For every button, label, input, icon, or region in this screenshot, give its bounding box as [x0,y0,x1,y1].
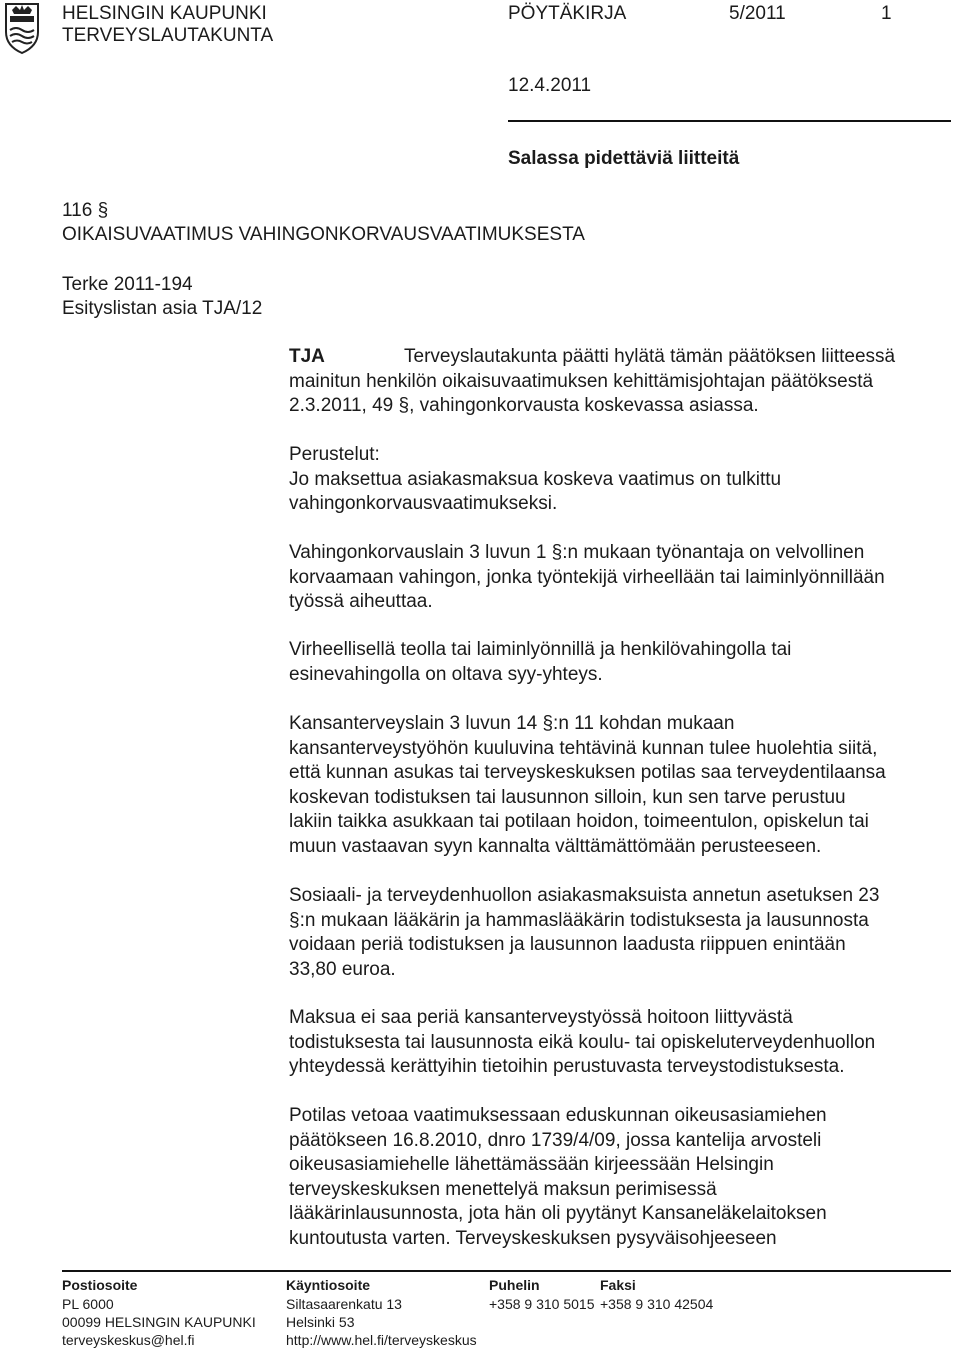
paragraph-fee-exemption [289,1006,949,1080]
paragraph-line: lääkärinlausunnosta, jota hän oli pyytänyt Kansaneläkelaitoksen [289,1203,827,1224]
paragraph-line: Virheellisellä teolla tai laiminlyönnillä ja henkilövahingolla tai [289,639,792,660]
decision-line: Terveyslautakunta päätti hylätä tämän päätöksen liitteessä [404,346,896,367]
paragraph-line: korvaamaan vahingon, jonka työntekijä virheellään tai laiminlyönnillään [289,566,885,588]
org-name: HELSINGIN KAUPUNKI [62,3,267,24]
paragraph-line: esinevahingolla on oltava syy-yhteys. [289,663,603,685]
paragraph-fees-decree [289,884,949,982]
item-number: 116 § [62,200,109,221]
paragraph-line: oikeusasiamiehelle lähettämässään kirjeessään Helsingin [289,1154,774,1175]
paragraph-line: Maksua ei saa periä kansanterveystyössä hoitoon liittyvästä [289,1007,793,1028]
paragraph-damages-act [289,541,949,615]
paragraph-causality [289,638,949,687]
header-rule [508,120,951,122]
paragraph-line: lakiin taikka asukkaan tai potilaan hoidon, toimeentulon, opiskelun tai [289,811,869,832]
paragraph-line: Kansanterveyslain 3 luvun 14 §:n 11 kohdan mukaan [289,713,735,734]
item-reference: Terke 2011-194 [62,274,193,295]
phone-heading: Puhelin [489,1277,540,1293]
postal-line: 00099 HELSINGIN KAUPUNKI [62,1314,256,1330]
footer-rule [62,1270,951,1272]
paragraph-line: todistuksesta tai lausunnosta eikä koulu- tai opiskeluterveydenhuollon [289,1031,876,1053]
fax-number: +358 9 310 42504 [600,1296,714,1312]
decision-label: TJA [289,346,325,367]
confidential-notice: Salassa pidettäviä liitteitä [508,148,740,169]
board-name: TERVEYSLAUTAKUNTA [62,25,274,46]
paragraph-ombudsman [289,1104,949,1251]
email-address[interactable]: terveyskeskus@hel.fi [62,1332,195,1348]
paragraph-line: §:n mukaan lääkärin ja hammaslääkärin todistuksesta ja lausunnosta [289,909,869,931]
paragraph-line: koskevan todistuksen tai lausunnon silloin, kun sen tarve perustuu [289,786,846,808]
postal-heading: Postiosoite [62,1277,138,1293]
item-title: OIKAISUVAATIMUS VAHINGONKORVAUSVAATIMUKSESTA [62,224,585,245]
paragraph-line: yhteydessä kerättyihin tietoihin perustuvasta terveystodistuksesta. [289,1056,845,1077]
postal-line: PL 6000 [62,1296,114,1312]
paragraph-line: kansanterveystyöhön kuuluvina tehtävinä kunnan tulee huolehtia siitä, [289,737,878,759]
paragraph-line: Vahingonkorvauslain 3 luvun 1 §:n mukaan työnantaja on velvollinen [289,542,865,563]
paragraph-line: kuntoutusta varten. Terveyskeskuksen pysyväisohjeeseen [289,1227,777,1249]
decision-line: 2.3.2011, 49 §, vahingonkorvausta koskevassa asiassa. [289,395,759,416]
paragraph-line: Potilas vetoaa vaatimuksessaan eduskunnan oikeusasiamiehen [289,1105,827,1126]
visit-line: Helsinki 53 [286,1314,355,1330]
paragraph-line: Jo maksettua asiakasmaksua koskeva vaatimus on tulkittu [289,468,782,490]
visit-heading: Käyntiosoite [286,1277,371,1293]
phone-number: +358 9 310 5015 [489,1296,595,1312]
paragraph-line: päätökseen 16.8.2010, dnro 1739/4/09, jossa kantelija arvosteli [289,1129,822,1151]
paragraph-line: Perustelut: [289,444,380,465]
meeting-date: 12.4.2011 [508,75,592,96]
agenda-reference: Esityslistan asia TJA/12 [62,298,263,319]
page-number: 1 [881,3,892,24]
helsinki-crest-logo [0,0,44,56]
doc-number: 5/2011 [729,3,786,24]
decision-line: mainitun henkilön oikaisuvaatimuksen kehittämisjohtajan päätöksestä [289,370,874,392]
paragraph-line: muun vastaavan syyn kannalta välttämättömään perusteeseen. [289,835,822,857]
visit-line: Siltasaarenkatu 13 [286,1296,402,1312]
paragraph-grounds [289,443,949,517]
doc-type: PÖYTÄKIRJA [508,3,627,24]
paragraph-line: voidaan periä todistuksen ja lausunnon laadusta riippuen enintään [289,934,846,955]
website-link[interactable]: http://www.hel.fi/terveyskeskus [286,1332,477,1348]
paragraph-line: 33,80 euroa. [289,958,396,980]
paragraph-line: että kunnan asukas tai terveyskeskuksen potilas saa terveydentilaansa [289,762,886,783]
fax-heading: Faksi [600,1277,636,1293]
paragraph-line: terveyskeskuksen menettelyä maksun perimisessä [289,1178,717,1200]
paragraph-line: Sosiaali- ja terveydenhuollon asiakasmaksuista annetun asetuksen 23 [289,885,880,906]
paragraph-line: työssä aiheuttaa. [289,591,433,612]
paragraph-public-health-act [289,712,949,859]
paragraph-line: vahingonkorvausvaatimukseksi. [289,493,558,514]
